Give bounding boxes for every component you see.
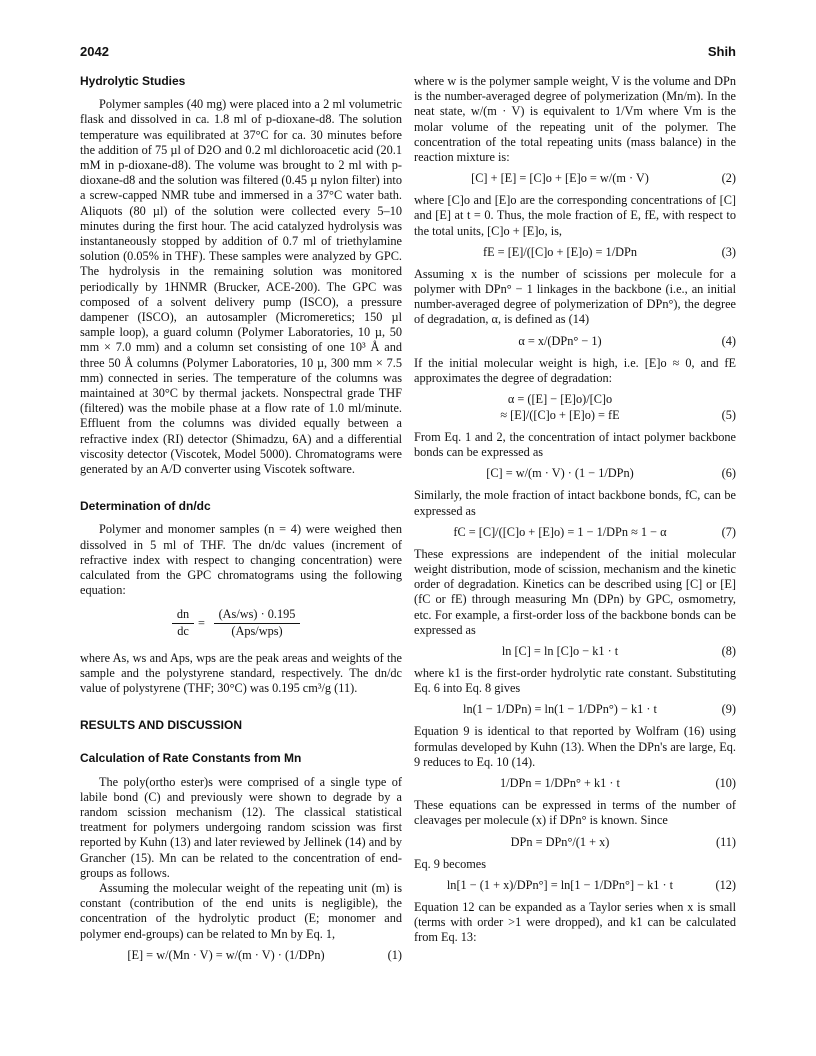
paragraph-right-9: Equation 9 is identical to that reported by Wolfram (16) using formulas developed by Kuhn (13). When the DPn's are large, Eq. 9 reduces to Eq. 10 (14).	[414, 724, 736, 769]
paragraph-right-1: where w is the polymer sample weight, V is the volume and DPn is the number-averaged degree of polymerization (Mn/m). In the neat state, w/(m · V) is equivalent to 1/Vm where Vm is the molar volume of the repeating unit of the polymer. The concentration of the total repeating units (mass balance) in the reaction mixture is:	[414, 74, 736, 165]
equation-5	[414, 392, 736, 424]
paragraph-dndc: Polymer and monomer samples (n = 4) were weighed then dissolved in 5 ml of THF. The dn/dc values (increment of refractive index with respect to changing concentration) were calculated from the GPC chromatograms using the following equation:	[80, 522, 402, 598]
equation-10-number: (10)	[715, 776, 736, 791]
paragraph-hydrolytic: Polymer samples (40 mg) were placed into a 2 ml volumetric flask and dissolved in ca. 1.8 ml of p-dioxane-d8. The solution temperature was equilibrated at 37°C for ca. 30 minutes before the addition of 75 µl of D2O and 0.2 ml dichloroacetic acid (20.1 mM in p-dioxane-d8). The volume was brought to 2 ml with p-dioxane-d8 and the solution was filtered (0.45 µ nylon filter) into a screw-capped NMR tube and immersed in a 37°C water bath. Aliquots (80 µl) of the solution were collected every 5–10 minutes during the first hour. The acid catalyzed hydrolysis was instantaneously stopped by addition of 0.7 ml of triethylamine solution (0.05% in THF). These samples were analyzed by GPC. The hydrolysis in the remaining solution was monitored periodically by 1HNMR (Brucker, ACE-200). The GPC was composed of a solvent delivery pump (ISCO), a pressure dampener (ISCO), an autosampler (Micromeretics; 150 µl sample loop), a guard column (Polymer Laboratories, 10 µ, 50 mm × 7.0 mm) and a column set consisting of one 10³ Å and three 50 Å columns (Polymer Laboratories, 10 µ, 300 mm × 7.5 mm) connected in series. The temperature of the columns was maintained at 30°C by thermal jackets. Nonspectral grade THF (filtered) was the mobile phase at a flow rate of 1.0 ml/minute. Effluent from the columns was divided equally between a refractive index (RI) detector (Shimadzu, 6A) and a differential viscosity detector (Viscotek, Model 5000). Chromatograms were generated by an A/D converter using Viscotek software.	[80, 97, 402, 477]
dndc-lhs	[172, 607, 194, 640]
equation-1	[80, 948, 402, 964]
equation-11-body: DPn = DPn°/(1 + x)	[510, 834, 610, 849]
equation-7	[414, 525, 736, 541]
paragraph-right-6: Similarly, the mole fraction of intact backbone bonds, fC, can be expressed as	[414, 488, 736, 518]
dndc-rhs-numerator: (As/ws) · 0.195	[218, 606, 296, 621]
equation-4-body: α = x/(DPn° − 1)	[518, 333, 602, 348]
equation-11-number: (11)	[715, 834, 736, 849]
equation-11	[414, 835, 736, 851]
equation-3-body: fE = [E]/([C]o + [E]o) = 1/DPn	[483, 244, 637, 259]
paragraph-right-11: Eq. 9 becomes	[414, 856, 487, 871]
equation-6	[414, 466, 736, 482]
paragraph-right-12: Equation 12 can be expanded as a Taylor series when x is small (terms with order >1 were dropped), and k1 can be calculated from Eq. 13:	[414, 899, 736, 945]
section-heading-results: RESULTS AND DISCUSSION	[80, 718, 243, 733]
section-heading-hydrolytic: Hydrolytic Studies	[80, 74, 186, 88]
equation-8	[414, 644, 736, 660]
paragraph-right-3: Assuming x is the number of scissions per molecule for a polymer with DPn° − 1 linkages in the backbone (i.e., an initial number-averaged degree of polymerization of DPn°), the degree of degradation, α, is defined as (14)	[414, 266, 736, 327]
equation-6-body: [C] = w/(m · V) · (1 − 1/DPn)	[486, 466, 634, 481]
paragraph-right-7: These expressions are independent of the initial molecular weight distribution, mode of scission, mechanism and the kinetic order of degradation. Kinetics can be described using [C] or [E] (fC or fE) through measuring Mn (DPn) by GPC, osmometry, etc. For example, a first-order loss of the backbone bonds can be expressed as	[414, 546, 736, 637]
equation-10	[414, 776, 736, 792]
equation-8-number: (8)	[721, 644, 736, 659]
dndc-lhs-numerator: dn	[176, 606, 190, 621]
dndc-rhs-denominator: (Aps/wps)	[231, 623, 283, 638]
section-heading-calculation: Calculation of Rate Constants from Mn	[80, 751, 302, 766]
equation-1-number: (1)	[387, 947, 402, 962]
dndc-equation: dn dc = (As/ws) · 0.195 (Aps/wps)	[80, 607, 402, 643]
equation-12-number: (12)	[715, 877, 736, 892]
equation-10-body: 1/DPn = 1/DPn° + k1 · t	[500, 776, 620, 791]
equation-5-line-2: ≈ [E]/([C]o + [E]o) = fE	[500, 408, 620, 423]
equation-5-line-1: α = ([E] − [E]o)/[C]o	[507, 392, 613, 407]
equation-12	[414, 878, 736, 894]
paragraph-calculation-2: Assuming the molecular weight of the repeating unit (m) is constant (contribution of the end units is negligible), the concentration of the hydrolytic product (E; monomer and polymer end-groups) can be related to Mn by Eq. 1,	[80, 880, 402, 941]
equation-12-body: ln[1 − (1 + x)/DPn°] = ln[1 − 1/DPn°] − k1 · t	[446, 877, 674, 892]
section-heading-dndc: Determination of dn/dc	[80, 499, 211, 514]
equation-6-number: (6)	[721, 466, 736, 481]
equation-3	[414, 245, 736, 261]
equation-2	[414, 171, 736, 187]
equation-9	[414, 702, 736, 718]
dndc-rhs	[214, 607, 300, 640]
page-number: 2042	[80, 44, 109, 59]
left-column	[80, 74, 402, 970]
equation-8-body: ln [C] = ln [C]o − k1 · t	[501, 644, 619, 659]
equation-2-number: (2)	[721, 171, 736, 186]
equation-2-body: [C] + [E] = [C]o + [E]o = w/(m · V)	[471, 171, 649, 186]
paragraph-right-8: where k1 is the first-order hydrolytic rate constant. Substituting Eq. 6 into Eq. 8 gives	[414, 666, 736, 696]
paragraph-dndc-where: where As, ws and Aps, wps are the peak areas and weights of the sample and the polystyrene standard, respectively. The dn/dc value of polystyrene (THF; 30°C) was 0.195 cm³/g (11).	[80, 650, 402, 695]
equation-9-number: (9)	[721, 702, 736, 717]
equation-4-number: (4)	[721, 333, 736, 348]
equation-4	[414, 334, 736, 350]
equation-3-number: (3)	[721, 244, 736, 259]
running-title: Shih	[707, 44, 736, 59]
dndc-lhs-denominator: dc	[177, 623, 189, 638]
equation-5-number: (5)	[721, 408, 736, 423]
equation-9-body: ln(1 − 1/DPn) = ln(1 − 1/DPn°) − k1 · t	[463, 702, 657, 717]
paragraph-calculation-1: The poly(ortho ester)s were comprised of a single type of labile bond (C) and previously were shown to degrade by a random scission mechanism (12). The classical statistical treatment for polymers undergoing random scission was first reported by Kuhn (13) and later reviewed by Jellinek (14) and by Grancher (15). Mn can be related to the concentration of end-groups as follows.	[80, 774, 402, 880]
paragraph-right-5: From Eq. 1 and 2, the concentration of intact polymer backbone bonds can be expressed as	[414, 430, 736, 460]
right-column	[414, 74, 736, 945]
paragraph-right-2: where [C]o and [E]o are the corresponding concentrations of [C] and [E] at t = 0. Thus, the mole fraction of E, fE, with respect to the total units, [C]o + [E]o, is,	[414, 193, 736, 238]
paragraph-right-4: If the initial molecular weight is high, i.e. [E]o ≈ 0, and fE approximates the degree of degradation:	[414, 355, 736, 385]
equation-7-number: (7)	[721, 524, 736, 539]
equation-7-body: fC = [C]/([C]o + [E]o) = 1 − 1/DPn ≈ 1 − α	[453, 524, 667, 539]
paragraph-right-10: These equations can be expressed in terms of the number of cleavages per molecule (x) if DPn° is known. Since	[414, 798, 736, 828]
equation-1-body: [E] = w/(Mn · V) = w/(m · V) · (1/DPn)	[127, 947, 325, 962]
